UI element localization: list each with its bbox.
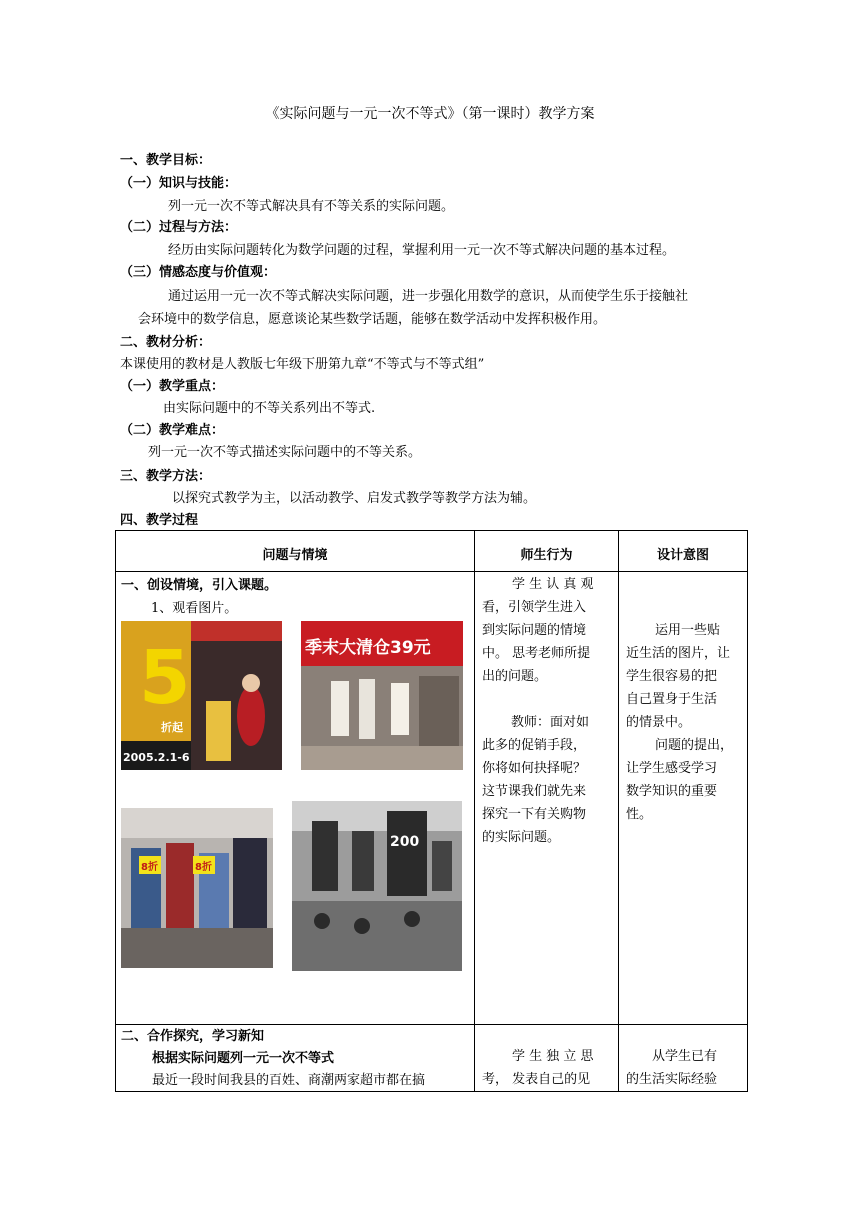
paragraph: 以探究式教学为主，以活动教学、启发式教学等教学方法为辅。 [172, 491, 537, 506]
table-column-divider [618, 530, 619, 1092]
row-step: 1、观看图片。 [151, 601, 238, 616]
cell-line: 问题的提出， [642, 738, 734, 753]
cell-line: 探究一下有关购物 [482, 807, 587, 822]
table-row-divider [115, 1024, 748, 1025]
cell-line [482, 688, 614, 711]
cell-line: 中。 思考老师所提 [482, 646, 591, 661]
table-border-bottom [115, 1091, 748, 1092]
subsection-heading: （一）教学重点： [120, 379, 225, 394]
cell-line: 运用一些贴 [642, 623, 721, 638]
cell-line: 的情景中。 [626, 715, 692, 730]
cell-line: 的实际问题。 [482, 830, 561, 845]
section-heading: 四、教学过程 [120, 513, 199, 528]
cell-line: 性。 [626, 807, 653, 822]
section-heading: 二、教材分析： [120, 335, 212, 350]
paragraph: 通过运用一元一次不等式解决实际问题，进一步强化用数学的意识，从而使学生乐于接触社 [168, 289, 689, 304]
sale-photo-4 [292, 801, 462, 971]
cell-line: 学 生 独 立 思 [512, 1049, 594, 1064]
cell-line: 自己置身于生活 [626, 692, 718, 707]
paragraph: 列一元一次不等式解决具有不等关系的实际问题。 [168, 199, 455, 214]
paragraph: 由实际问题中的不等关系列出不等式. [163, 401, 376, 416]
table-border-right [747, 530, 748, 1092]
section-heading: 一、教学目标： [120, 153, 212, 168]
paragraph: 经历由实际问题转化为数学问题的过程，掌握利用一元一次不等式解决问题的基本过程。 [168, 243, 676, 258]
subsection-heading: （三）情感态度与价值观： [120, 265, 277, 280]
table-header-cell: 问题与情境 [262, 548, 328, 563]
paragraph: 列一元一次不等式描述实际问题中的不等关系。 [148, 445, 422, 460]
cell-line: 数学知识的重要 [626, 784, 718, 799]
cell-line: 你将如何抉择呢？ [482, 761, 587, 776]
cell-line: 学 生 认 真 观 [512, 577, 594, 592]
cell-line: 学生很容易的把 [626, 669, 718, 684]
cell-line: 到实际问题的情境 [482, 623, 587, 638]
sale-photo-1 [121, 621, 282, 770]
subsection-heading: （一）知识与技能： [120, 176, 238, 191]
paragraph: 本课使用的教材是人教版七年级下册第九章“不等式与不等式组” [120, 357, 485, 372]
table-header-divider [115, 571, 748, 572]
table-border-left [115, 530, 116, 1092]
cell-line: 近生活的图片，让 [626, 646, 731, 661]
cell-line: 让学生感受学习 [626, 761, 718, 776]
design-intent-cell [626, 1045, 744, 1091]
table-column-divider [474, 530, 475, 1092]
section-heading: 三、教学方法： [120, 469, 212, 484]
teacher-student-cell [482, 1045, 614, 1091]
page-title: 《实际问题与一元一次不等式》（第一课时）教学方案 [265, 106, 595, 122]
photo-sign-text: 5 [139, 635, 191, 721]
cell-line: 从学生已有 [652, 1049, 718, 1064]
row-heading: 一、创设情境，引入课题。 [121, 578, 278, 593]
row-text: 最近一段时间我县的百姓、商潮两家超市都在搞 [152, 1073, 426, 1088]
cell-line: 出的问题。 [482, 669, 548, 684]
cell-line: 此多的促销手段， [482, 738, 587, 753]
table-border-top [115, 530, 748, 531]
cell-line: 看，引领学生进入 [482, 600, 587, 615]
photo-sign-text: 折起 [161, 721, 183, 734]
subsection-heading: （二）教学难点： [120, 423, 225, 438]
sale-photo-3 [121, 808, 273, 968]
design-intent-cell [626, 619, 744, 826]
photo-tag-text: 8折 [141, 862, 158, 873]
sale-photo-2 [301, 621, 463, 770]
photo-tag-text: 8折 [195, 862, 212, 873]
cell-line: 教师：面对如 [498, 715, 590, 730]
row-subheading: 根据实际问题列一元一次不等式 [152, 1051, 335, 1066]
cell-line: 这节课我们就先来 [482, 784, 587, 799]
subsection-heading: （二）过程与方法： [120, 220, 238, 235]
table-header-cell: 设计意图 [656, 548, 709, 563]
table-header-cell: 师生行为 [520, 548, 573, 563]
paragraph: 会环境中的数学信息，愿意谈论某些数学话题，能够在数学活动中发挥积极作用。 [138, 312, 607, 327]
photo-date-text: 2005.2.1-6 [123, 751, 190, 764]
teacher-student-cell [482, 573, 614, 849]
photo-banner-text: 季末大清仓39元 [305, 638, 431, 658]
row-heading: 二、合作探究，学习新知 [121, 1029, 265, 1044]
cell-line: 考， 发表自己的见 [482, 1072, 591, 1087]
photo-sign-text: 200 [390, 834, 420, 850]
cell-line: 的生活实际经验 [626, 1072, 718, 1087]
